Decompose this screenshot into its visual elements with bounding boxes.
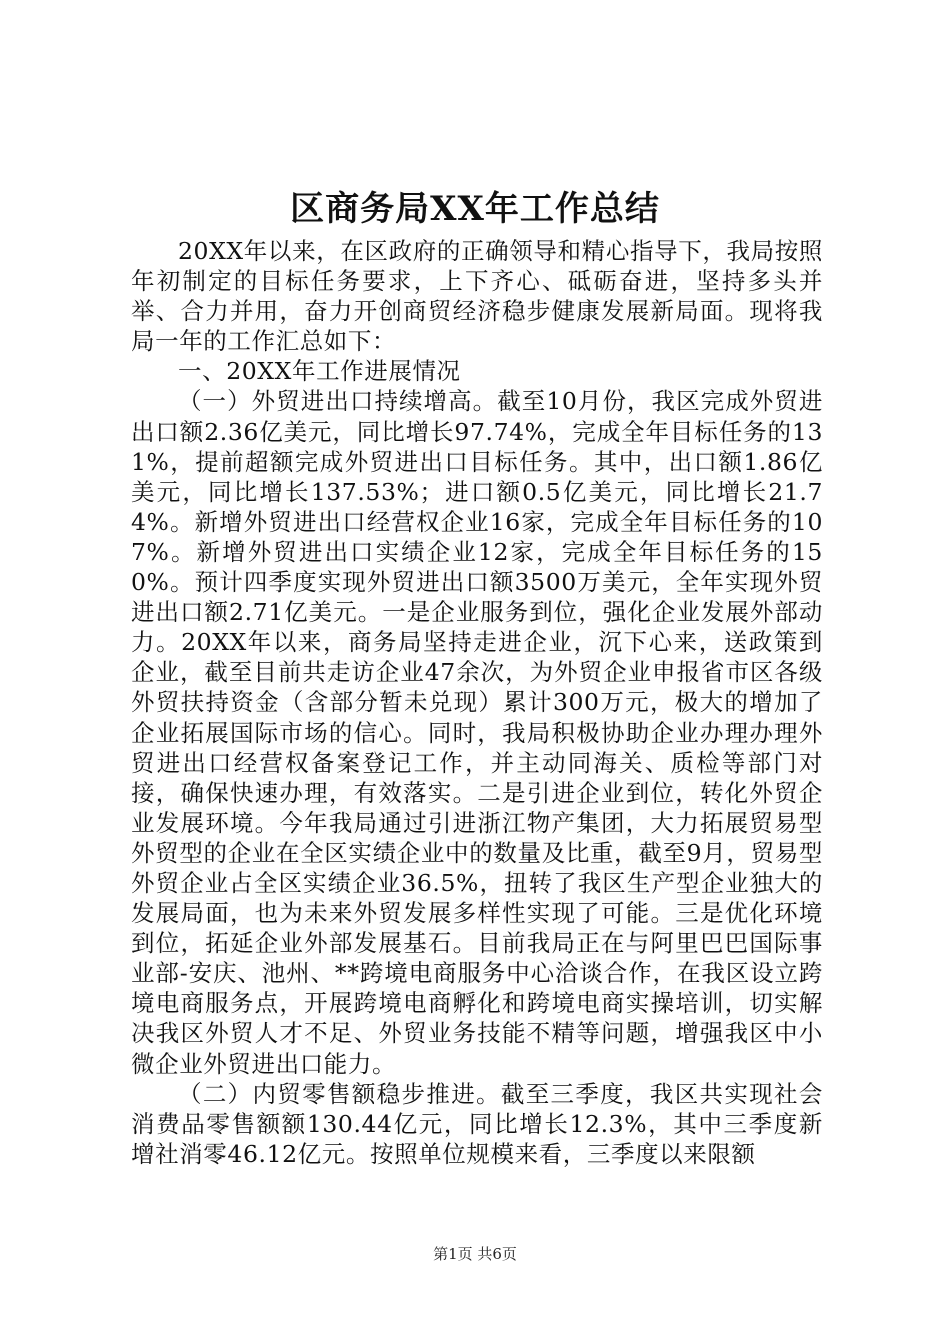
- foreign-trade-paragraph: （一）外贸进出口持续增高。截至10月份，我区完成外贸进出口额2.36亿美元，同比增长97.74%，完成全年目标任务的131%，提前超额完成外贸进出口目标任务。其中，出口额1.86亿美元，同比增长137.53%；进口额0.5亿美元，同比增长21.74%。新增外贸进出口经营权企业16家，完成全年目标任务的107%。新增外贸进出口实绩企业12家，完成全年目标任务的150%。预计四季度实现外贸进出口额3500万美元，全年实现外贸进出口额2.71亿美元。一是企业服务到位，强化企业发展外部动力。20XX年以来，商务局坚持走进企业，沉下心来，送政策到企业，截至目前共走访企业47余次，为外贸企业申报省市区各级外贸扶持资金（含部分暂未兑现）累计300万元，极大的增加了企业拓展国际市场的信心。同时，我局积极协助企业办理办理外贸进出口经营权备案登记工作，并主动同海关、质检等部门对接，确保快速办理，有效落实。二是引进企业到位，转化外贸企业发展环境。今年我局通过引进浙江物产集团，大力拓展贸易型外贸型的企业在全区实绩企业中的数量及比重，截至9月，贸易型外贸企业占全区实绩企业36.5%，扭转了我区生产型企业独大的发展局面，也为未来外贸发展多样性实现了可能。三是优化环境到位，拓延企业外部发展基石。目前我局正在与阿里巴巴国际事业部-安庆、池州、**跨境电商服务中心洽谈合作，在我区设立跨境电商服务点，开展跨境电商孵化和跨境电商实操培训，切实解决我区外贸人才不足、外贸业务技能不精等问题，增强我区中小微企业外贸进出口能力。: [131, 387, 823, 1078]
- document-title: 区商务局XX年工作总结: [290, 189, 660, 229]
- page-number: 第1页 共6页: [433, 1245, 517, 1263]
- document-body: [131, 236, 823, 1169]
- domestic-trade-paragraph: （二）内贸零售额稳步推进。截至三季度，我区共实现社会消费品零售额额130.44亿元，同比增长12.3%，其中三季度新增社消零46.12亿元。按照单位规模来看，三季度以来限额: [131, 1079, 823, 1168]
- intro-paragraph: 20XX年以来，在区政府的正确领导和精心指导下，我局按照年初制定的目标任务要求，上下齐心、砥砺奋进，坚持多头并举、合力并用，奋力开创商贸经济稳步健康发展新局面。现将我局一年的工作汇总如下：: [131, 237, 823, 356]
- section-heading: 一、20XX年工作进展情况: [178, 357, 461, 386]
- page-footer: [0, 1244, 950, 1264]
